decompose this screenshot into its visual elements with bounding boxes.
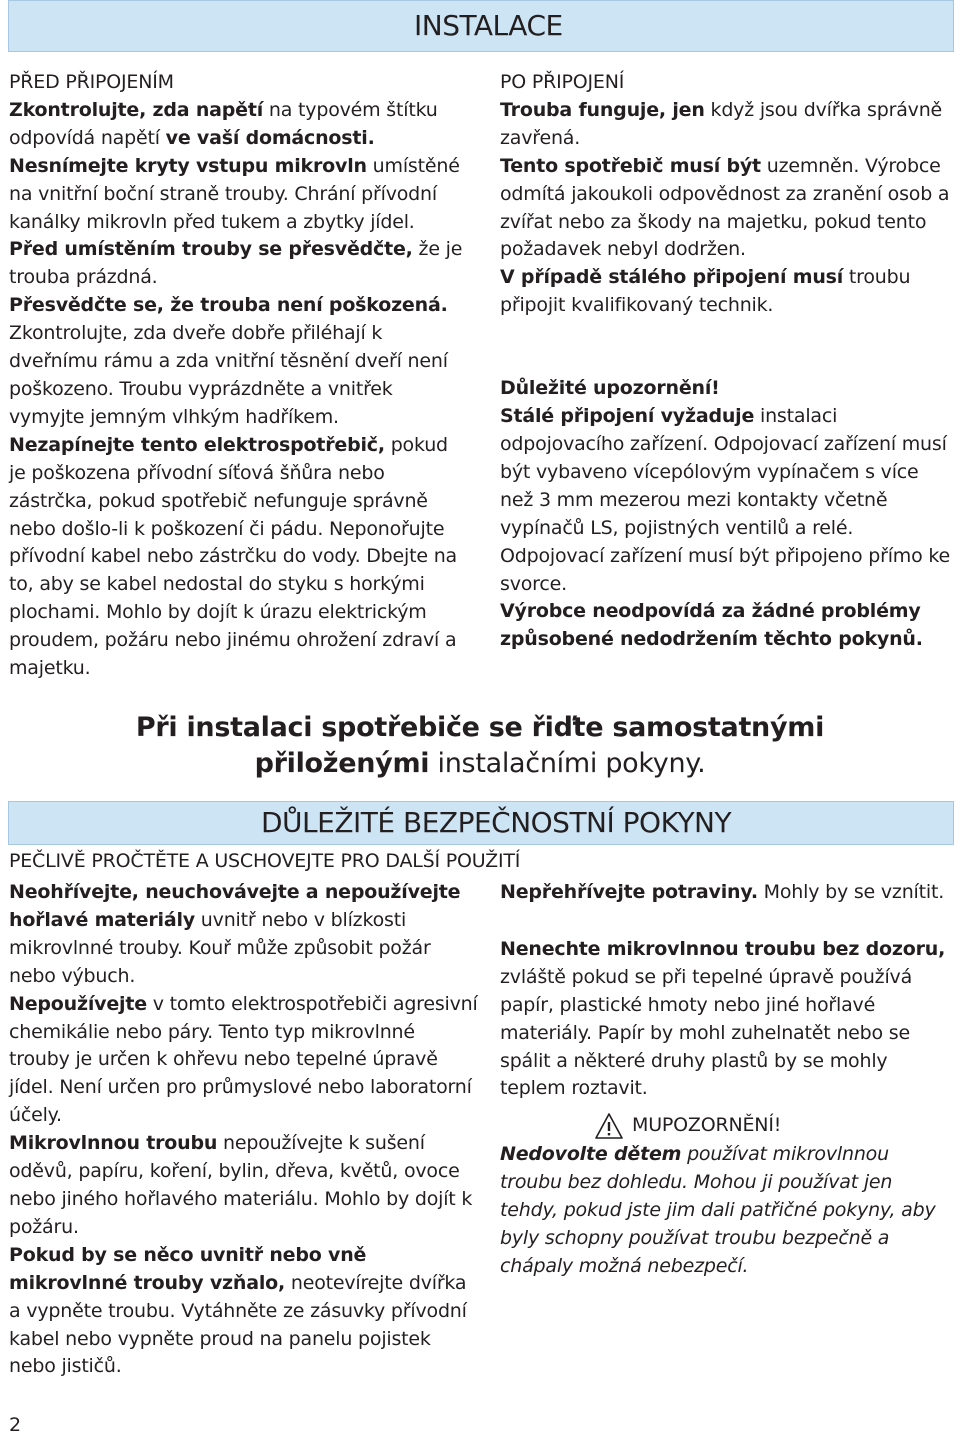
- warning-label: MUPOZORNĚNÍ!: [632, 1114, 782, 1137]
- safety-right-column: [500, 879, 955, 1281]
- spacer: [500, 907, 955, 936]
- door-closed-note: Trouba funguje, jen když jsou dvířka správně zavřená.: [500, 98, 943, 149]
- children-note: Nedovolte dětem používat mikrovlnnou troubu bez dohledu. Mohou ji používat jen tehdy, pokud jste jim dali patřičné pokyny, aby byly schopny používat troubu bezpečně a chápaly možná nebezpečí.: [500, 1143, 936, 1277]
- fire-note: Pokud by se něco uvnitř nebo vně mikrovlnné trouby vzňalo, neotevírejte dvířka a vypněte troubu. Vytáhněte ze zásuvky přívodní kabel nebo vypněte proud na panelu pojistek nebo jističů.: [9, 1243, 467, 1378]
- before-connection-heading: PŘED PŘIPOJENÍM: [9, 71, 174, 93]
- after-connection-section: [500, 69, 955, 654]
- safety-left-column: [9, 879, 479, 1381]
- drying-note: Mikrovlnnou troubu nepoužívejte k sušení oděvů, papíru, koření, bylin, dřeva, květů, ovoce nebo jiného hořlavého materiálu. Mohlo by dojít k požáru.: [9, 1132, 473, 1238]
- spacer: [500, 320, 955, 375]
- installation-banner: [8, 0, 954, 52]
- before-connection-section: [9, 69, 469, 683]
- warning-row: [500, 1111, 955, 1141]
- do-not-switch-on-note: Nezapínejte tento elektrospotřebič, pokud je poškozena přívodní síťová šňůra nebo zástrčka, pokud spotřebič nefunguje správně nebo došlo-li k poškození či pádu. Neponořujte přívodní kabel nebo zástrčku do vody. Dbejte na to, aby se kabel nedostal do styku s horkými plochami. Mohlo by dojít k úrazu elektrickým proudem, požáru nebo jinému ohrožení zdraví a majetku.: [9, 433, 457, 680]
- safety-banner: [8, 801, 954, 845]
- after-connection-heading: PO PŘIPOJENÍ: [500, 71, 625, 93]
- page-number: 2: [9, 1414, 22, 1436]
- disconnect-device-note: Stálé připojení vyžaduje instalaci odpojovacího zařízení. Odpojovací zařízení musí být vybaveno vícepólovým vypínačem s více než 3 mm mezerou mezi kontakty včetně vypínačů LS, pojistných ventilů a relé. Odpojovací zařízení musí být připojeno přímo ke svorce.: [500, 405, 950, 595]
- permanent-connection-note: V případě stálého připojení musí troubu připojit kvalifikovaný technik.: [500, 266, 911, 317]
- installation-instructions-note: Při instalaci spotřebiče se řiďte samostatnými přiloženými instalačními pokyny.: [135, 712, 825, 779]
- safety-subheading: PEČLIVĚ PROČTĚTE A USCHOVEJTE PRO DALŠÍ POUŽITÍ: [9, 850, 521, 872]
- damage-check-note: Přesvědčte se, že trouba není poškozená. Zkontrolujte, zda dveře dobře přiléhají k dveřnímu rámu a zda vnitřní těsnění dveří není poškozeno. Troubu vyprázdněte a vnitřek vymyjte jemným vlhkým hadříkem.: [9, 294, 448, 428]
- chemicals-note: Nepoužívejte v tomto elektrospotřebiči agresivní chemikálie nebo páry. Tento typ mikrovlnné trouby je určen k ohřevu nebo tepelné úpravě jídel. Není určen pro průmyslové nebo laboratorní účely.: [9, 992, 478, 1127]
- installation-title: INSTALACE: [414, 9, 563, 42]
- important-notice-heading: Důležité upozornění!: [500, 377, 720, 400]
- manufacturer-liability-note: Výrobce neodpovídá za žádné problémy způsobené nedodržením těchto pokynů.: [500, 600, 923, 651]
- overheating-note: Nepřehřívejte potraviny. Mohly by se vznítit.: [500, 881, 945, 903]
- microwave-covers-note: Nesnímejte kryty vstupu mikrovln umístěné na vnitřní boční straně trouby. Chrání přívodní kanálky mikrovln před tukem a zbytky jídel.: [9, 154, 460, 233]
- safety-title: DŮLEŽITÉ BEZPEČNOSTNÍ POKYNY: [261, 806, 732, 839]
- flammable-materials-note: Neohřívejte, neuchovávejte a nepoužívejte hořlavé materiály uvnitř nebo v blízkosti mikrovlnné trouby. Kouř může způsobit požár nebo výbuch.: [9, 881, 461, 987]
- voltage-check: Zkontrolujte, zda napětí na typovém štítku odpovídá napětí ve vaší domácnosti.: [9, 98, 438, 149]
- unattended-note: Nenechte mikrovlnnou troubu bez dozoru, zvláště pokud se při tepelné úpravě používá papír, plastické hmoty nebo jiné hořlavé materiály. Papír by mohl zuhelnatět nebo se spálit a některé druhy plastů by se mohly teplem roztavit.: [500, 937, 946, 1100]
- grounding-note: Tento spotřebič musí být uzemněn. Výrobce odmítá jakoukoli odpovědnost za zranění osob a zvířat nebo za škody na majetku, pokud tento požadavek nebyl dodržen.: [500, 154, 950, 261]
- empty-oven-note: Před umístěním trouby se přesvědčte, že je trouba prázdná.: [9, 238, 463, 289]
- warning-triangle-icon: [594, 1112, 624, 1140]
